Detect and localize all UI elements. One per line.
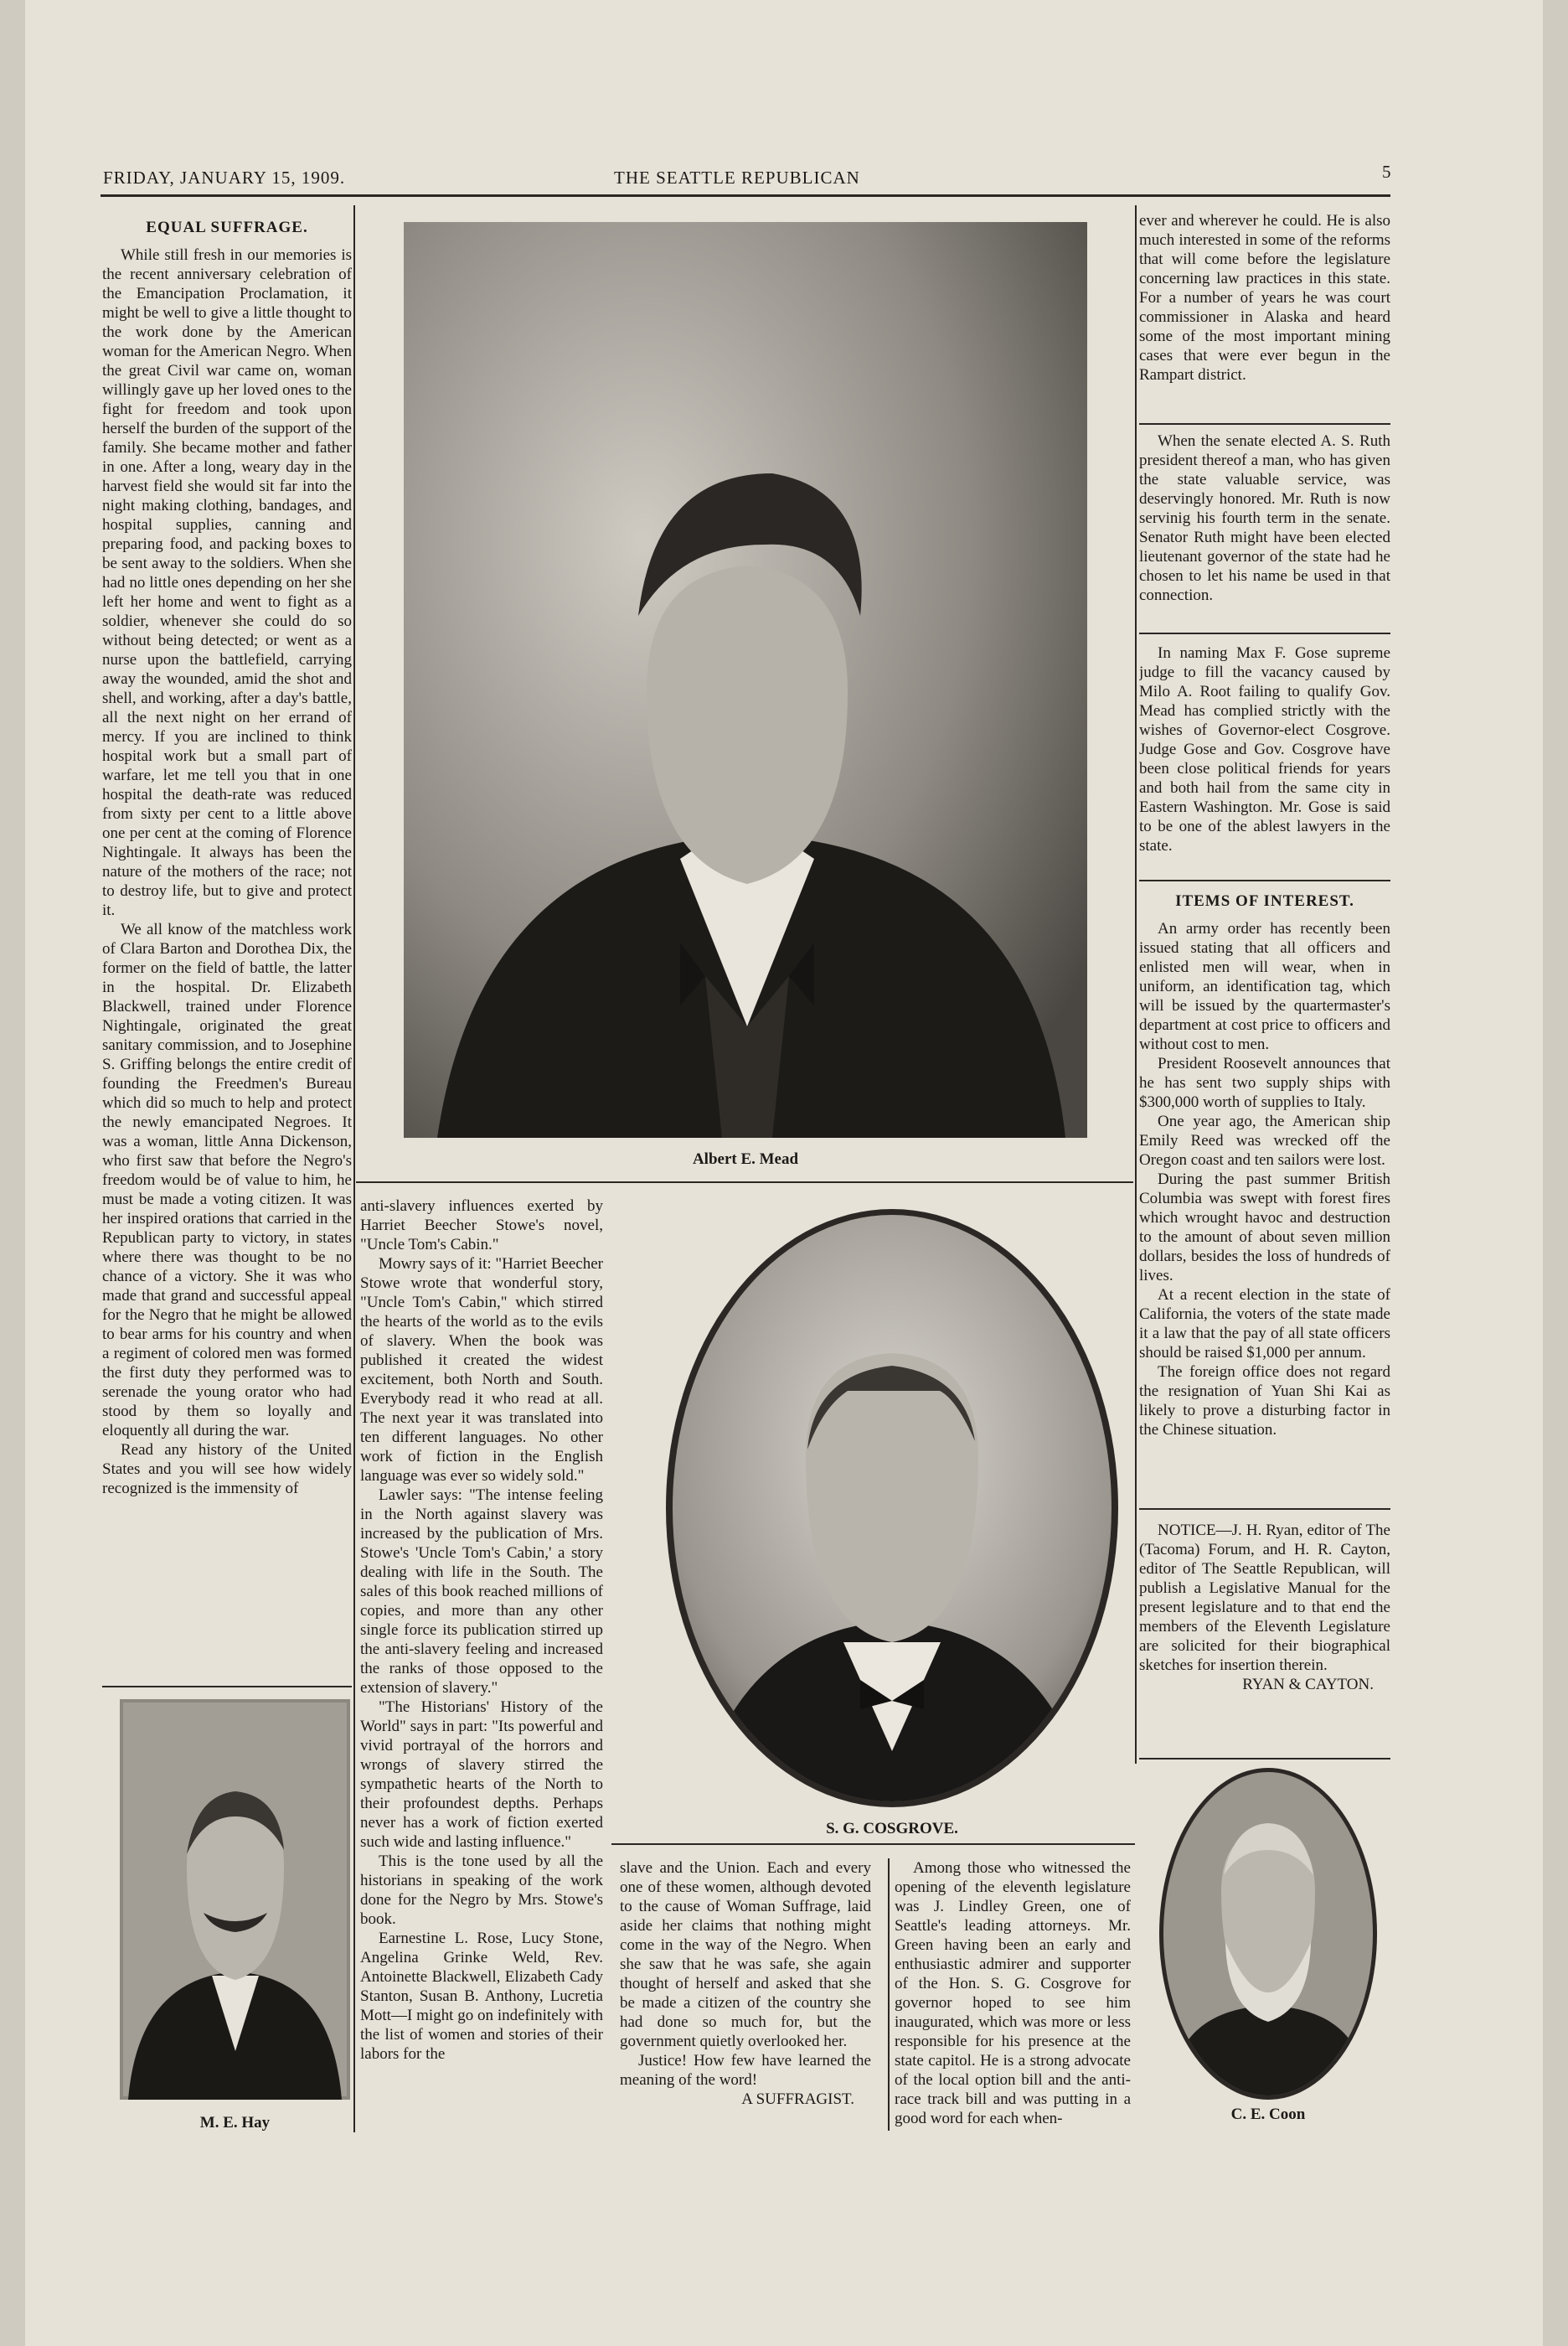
albert-mead-caption: Albert E. Mead — [692, 1150, 799, 1168]
suffrage-paragraph: slave and the Union. Each and every one of these women, although devoted to the cause of Woman Suffrage, laid aside her claims that nothing might come in the way of the Negro. When she saw that he was safe, she again thought of herself and asked that she be made a citizen of the country she had done so much for, but the government quietly overlooked her. — [620, 1859, 871, 2050]
col1-bottom-rule — [102, 1686, 352, 1687]
green-article — [895, 1858, 1131, 2131]
suffrage-paragraph: Justice! How few have learned the meaning of the word! — [620, 2052, 871, 2089]
notice-signature: RYAN & CAYTON. — [1242, 1676, 1374, 1693]
items-heading: ITEMS OF INTEREST. — [1175, 892, 1354, 910]
item-paragraph: At a recent election in the state of California, the voters of the state made it a law that the pay of all state officers should be raised $1,000 per annum. — [1139, 1286, 1390, 1362]
right-rule-2 — [1139, 633, 1390, 634]
right-paragraph: ever and wherever he could. He is also much interested in some of the reforms that will come before the legislature concerning law practices in this state. For a number of years he was court commissioner in Alaska and heard some of the most important mining cases that were ever begun in the Rampart district. — [1139, 212, 1390, 384]
column-rule-2 — [1135, 205, 1137, 1764]
item-paragraph: One year ago, the American ship Emily Reed was wrecked off the Oregon coast and ten sailors were lost. — [1139, 1113, 1390, 1169]
green-paragraph: Among those who witnessed the opening of the eleventh legislature was J. Lindley Green, one of Seattle's leading attorneys. Mr. Green having been an early and enthusiastic admirer and supporter of the Hon. S. G. Cosgrove for governor hoped to see him inaugurated, which was more or less responsible for his presence at the state capitol. He is a strong advocate of the local option bill and the anti-race track bill and was putting in a good word for each when- — [895, 1859, 1131, 2127]
equal-suffrage-column — [102, 216, 352, 1678]
notice-article — [1139, 1521, 1390, 1755]
suffrage-paragraph: anti-slavery influences exerted by Harriet Beecher Stowe's novel, "Uncle Tom's Cabin." — [360, 1197, 603, 1253]
ruth-article — [1139, 431, 1390, 628]
masthead-date: FRIDAY, JANUARY 15, 1909. — [103, 168, 346, 188]
right-rule-5 — [1139, 1758, 1390, 1760]
suffrage-paragraph: "The Historians' History of the World" says in part: "Its powerful and vivid portrayal of the horrors and wrongs of slavery stirred the sympathetic hearts of the North to their profoundest depths. Perhaps never has a work of fiction exerted such wide and lasting influence." — [360, 1698, 603, 1851]
mid-rule — [356, 1181, 1133, 1183]
me-hay-portrait — [120, 1699, 350, 2100]
cosgrove-rule — [611, 1843, 1135, 1845]
suffrage-paragraph: Lawler says: "The intense feeling in the North against slavery was increased by the publication of Mrs. Stowe's 'Uncle Tom's Cabin,' a story dealing with life in the South. The sales of this book reached millions of copies, and more than any other single force its publication stirred up the anti-slavery feeling and increased the ranks of those opposed to the extension of slavery." — [360, 1486, 603, 1697]
ce-coon-caption: C. E. Coon — [1230, 2106, 1306, 2123]
column-rule-3 — [888, 1858, 890, 2131]
suffrage-column-2 — [360, 1196, 603, 2131]
gose-article — [1139, 643, 1390, 878]
cosgrove-caption: S. G. COSGROVE. — [826, 1820, 958, 1837]
item-paragraph: President Roosevelt announces that he has sent two supply ships with $300,000 worth of supplies to Italy. — [1139, 1055, 1390, 1111]
right-column-continuation — [1139, 211, 1390, 412]
suffrage-paragraph: This is the tone used by all the historians in speaking of the work done for the Negro by Mrs. Stowe's book. — [360, 1853, 603, 1928]
right-paragraph: In naming Max F. Gose supreme judge to fill the vacancy caused by Milo A. Root failing to qualify Gov. Mead has complied strictly with the wishes of Governor-elect Cosgrove. Judge Gose and Gov. Cosgrove have been close political friends for years and both hail from the same city in Eastern Washington. Mr. Gose is said to be one of the ablest lawyers in the state. — [1139, 644, 1390, 855]
right-rule-3 — [1139, 880, 1390, 881]
equal-suffrage-heading: EQUAL SUFFRAGE. — [146, 219, 308, 236]
suffrage-paragraph: Mowry says of it: "Harriet Beecher Stowe wrote that wonderful story, "Uncle Tom's Cabin," which stirred the hearts of the world as to the evils of slavery. When the book was published it created the widest excitement, both North and South. Everybody read it who read at all. The next year it was translated into ten different languages. No other work of fiction in the English language was ever so widely sold." — [360, 1255, 603, 1485]
suffrage-paragraph: Read any history of the United States and you will see how widely recognized is the immensity of — [102, 1441, 352, 1497]
ce-coon-portrait — [1158, 1766, 1378, 2101]
right-paragraph: When the senate elected A. S. Ruth president thereof a man, who has given the state valuable service, was deservingly honored. Mr. Ruth is now servinig his fourth term in the senate. Senator Ruth might have been elected lieutenant governor of the state had he chosen to let his name be used in that connection. — [1139, 432, 1390, 604]
column-rule-1 — [353, 205, 355, 2132]
items-of-interest — [1139, 890, 1390, 1506]
suffrage-paragraph: We all know of the matchless work of Clara Barton and Dorothea Dix, the former on the field of battle, the latter in the hospital. Dr. Elizabeth Blackwell, trained under Florence Nightingale, originated the great sanitary commission, and to Josephine S. Griffing belongs the entire credit of founding the Freedmen's Bureau which did so much to help and protect the newly emancipated Negroes. It was a woman, little Anna Dickenson, who first saw that before the Negro's freedom would be of value to him, he must be made a voting citizen. It was her inspired orations that carried in the Republican party to victory, in states where there was thought to be no chance of a victory. She it was who made that grand and successful appeal for the Negro that he might be allowed to bear arms for his country and when a regiment of colored men was formed the first duty they performed was to serenade the young orator who had stood by them so loyally and eloquently all during the war. — [102, 921, 352, 1439]
me-hay-caption: M. E. Hay — [199, 2114, 271, 2132]
right-rule-4 — [1139, 1508, 1390, 1510]
suffrage-column-3 — [620, 1858, 871, 2131]
page-right-edge — [1543, 0, 1568, 2346]
item-paragraph: During the past summer British Columbia was swept with forest fires which wrought havoc and destruction to the amount of about seven million dollars, besides the loss of hundreds of lives. — [1139, 1170, 1390, 1284]
item-paragraph: The foreign office does not regard the resignation of Yuan Shi Kai as likely to prove a disturbing factor in the Chinese situation. — [1139, 1363, 1390, 1439]
albert-mead-portrait — [404, 222, 1087, 1138]
notice-paragraph: NOTICE—J. H. Ryan, editor of The (Tacoma) Forum, and H. R. Cayton, editor of The Seattle Republican, will publish a Legislative Manual for the present legislature and to that end the members of the Eleventh Legislature are solicited for their biographical sketches for insertion therein. — [1139, 1522, 1390, 1674]
item-paragraph: An army order has recently been issued stating that all officers and enlisted men will wear, when in uniform, an identification tag, which will be issued by the quartermaster's department at cost price to officers and without cost to men. — [1139, 920, 1390, 1053]
suffrage-paragraph: Earnestine L. Rose, Lucy Stone, Angelina Grinke Weld, Rev. Antoinette Blackwell, Elizabeth Cady Stanton, Susan B. Anthony, Lucretia Mott—I might go on indefinitely with the list of women and stories of their labors for the — [360, 1930, 603, 2063]
suffrage-paragraph: While still fresh in our memories is the recent anniversary celebration of the Emancipation Proclamation, it might be well to give a little thought to the work done by the American woman for the American Negro. When the great Civil war came on, woman willingly gave up her loved ones to the fight for freedom and took upon herself the burden of the support of the family. She became mother and father in one. After a long, weary day in the harvest field she would sit far into the night making clothing, bandages, and hospital supplies, canning and preparing food, and packing boxes to be sent away to the soldiers. When she had no little ones depending on her she left her home and went to fight as a soldier, whenever she could do so without being detected; or went as a nurse upon the battlefield, carrying away the wounded, amid the shot and shell, and working, after a day's battle, all the next night on her errand of mercy. If you are inclined to think hospital work but a small part of warfare, let me tell you that in one hospital the death-rate was reduced from sixty per cent to a little above one per cent at the coming of Florence Nightingale. It always has been the nature of the mothers of the race; not to destroy life, but to give and protect it. — [102, 246, 352, 919]
masthead-rule — [101, 194, 1390, 197]
page-left-edge — [0, 0, 25, 2346]
suffragist-signature: A SUFFRAGIST. — [741, 2090, 854, 2108]
right-rule-1 — [1139, 423, 1390, 425]
masthead-title: THE SEATTLE REPUBLICAN — [614, 168, 860, 188]
page-number: 5 — [1382, 162, 1392, 182]
cosgrove-portrait — [663, 1207, 1121, 1810]
